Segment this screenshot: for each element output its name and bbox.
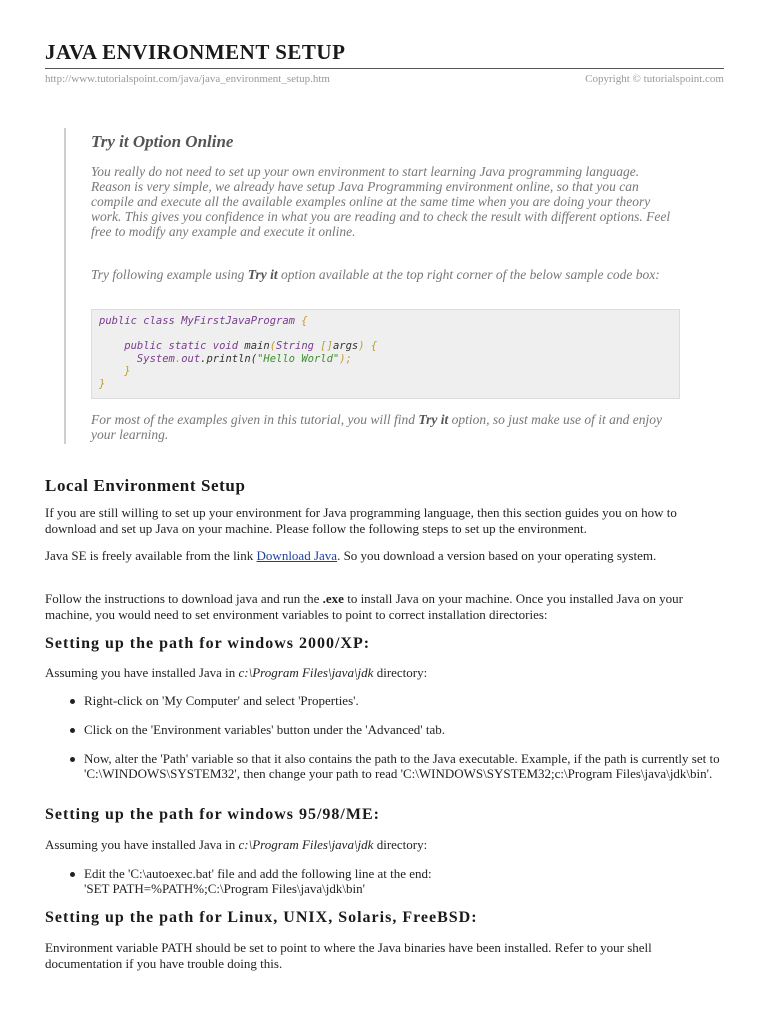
windows-95-steps [45,866,725,896]
page-title: JAVA ENVIRONMENT SETUP [45,40,346,64]
code-sample-box[interactable] [91,309,680,399]
list-item: Right-click on 'My Computer' and select 'Properties'. [45,693,725,708]
list-item: Edit the 'C:\autoexec.bat' file and add the following line at the end: 'SET PATH=%PATH%;C:\Program Files\java\jdk\bin' [45,866,725,896]
try-it-callout [64,128,678,444]
list-item: Now, alter the 'Path' variable so that it also contains the path to the Java executable. Example, if the path is currently set to 'C:\WINDOWS\SYSTEM32', then change your path to read 'C:\WINDOWS\SYSTEM32;c:\Program Files\java\jdk\bin'. [45,751,725,781]
local-setup-heading: Local Environment Setup [45,476,246,495]
try-it-bold: Try it [247,267,278,282]
windows-2000-intro: Assuming you have installed Java in c:\Program Files\java\jdk directory: [45,665,428,680]
try-it-heading: Try it Option Online [91,132,234,151]
windows-2000-heading: Setting up the path for windows 2000/XP: [45,635,371,652]
local-setup-paragraph-2: Java SE is freely available from the link Download Java. So you download a version based on your operating system. [45,548,657,563]
windows-2000-steps [45,693,725,781]
windows-95-heading: Setting up the path for windows 95/98/ME: [45,806,380,823]
windows-95-intro: Assuming you have installed Java in c:\Program Files\java\jdk directory: [45,837,428,852]
download-java-link[interactable]: Download Java [256,548,338,563]
code-line: System.out.println("Hello World"); [99,352,352,365]
code-line: public class MyFirstJavaProgram { [99,315,308,327]
header-rule [45,68,724,69]
code-line: } [99,365,131,377]
local-setup-paragraph-1: If you are still willing to set up your environment for Java programming language, then this section guides you on how to download and set up Java on your machine. Please follow the following steps to set up the environment. [45,505,677,536]
try-it-paragraph-2: Try following example using Try it option available at the top right corner of the below sample code box: [91,267,660,282]
list-item: Click on the 'Environment variables' button under the 'Advanced' tab. [45,722,725,737]
source-url: http://www.tutorialspoint.com/java/java_environment_setup.htm [45,73,330,85]
code-line: } [99,377,106,390]
code-line: public static void main(String []args) { [99,340,378,352]
local-setup-paragraph-3: Follow the instructions to download java and run the .exe to install Java on your machine. Once you installed Java on your machine, you would need to set environment variables to point to correct installation directories: [45,591,683,622]
try-it-paragraph-1: You really do not need to set up your own environment to start learning Java programming language. Reason is very simple, we already have setup Java Programming environment online, so that you can compile and execute all the available examples online at the same time when you are doing your theory work. This gives you confidence in what you are reading and to check the result with different options. Feel free to modify any example and execute it online. [91,164,671,239]
try-it-paragraph-3: For most of the examples given in this tutorial, you will find Try it option, so just make use of it and enjoy your learning. [91,412,662,442]
copyright-notice: Copyright © tutorialspoint.com [585,73,724,85]
linux-heading: Setting up the path for Linux, UNIX, Solaris, FreeBSD: [45,909,478,926]
code-line [99,328,672,341]
linux-paragraph: Environment variable PATH should be set to point to where the Java binaries have been installed. Refer to your shell documentation if you have trouble doing this. [45,940,652,971]
